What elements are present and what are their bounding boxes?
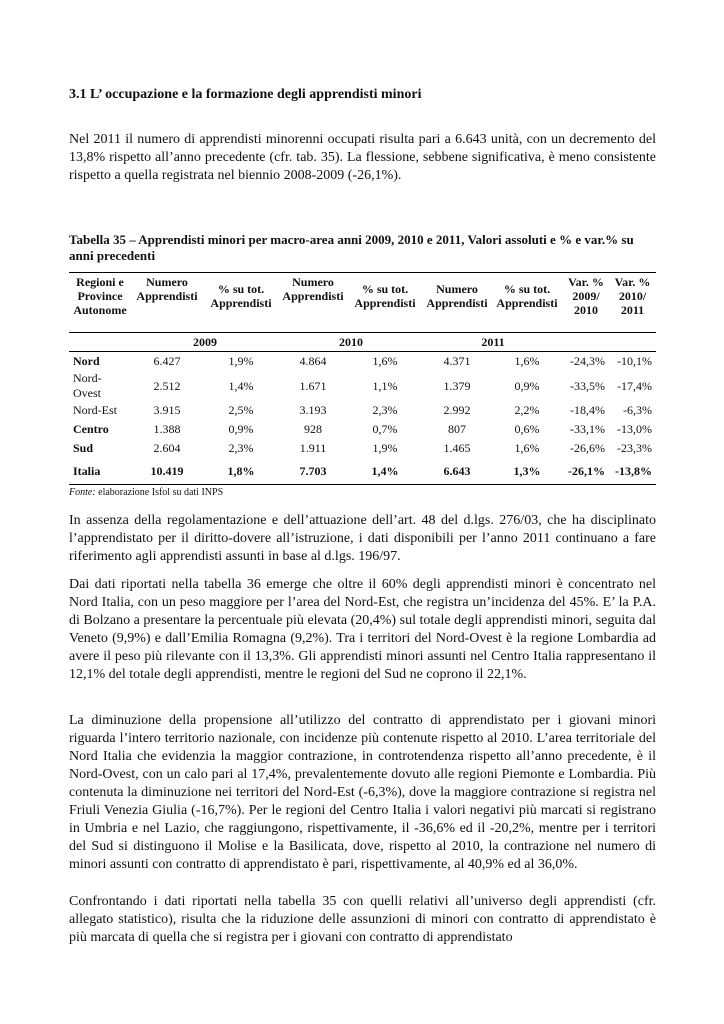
table-row: Nord-Est 3.915 2,5% 3.193 2,3% 2.992 2,2% -18,4% -6,3% xyxy=(73,403,652,417)
header-num-2011: Numero Apprendisti xyxy=(423,273,491,333)
header-region: Regioni e Province Autonome xyxy=(69,273,131,333)
table-source-note xyxy=(69,487,656,498)
header-num-2009: Numero Apprendisti xyxy=(131,273,203,333)
header-var-2009-2010: Var. % 2009/ 2010 xyxy=(563,273,609,333)
year-2009: 2009 xyxy=(131,333,279,352)
paragraph-4: La diminuzione della propensione all’utilizzo del contratto di apprendistato per i giovani minori riguarda l’intero territorio nazionale, con incidenze più contenute rispetto al 2010. L’area territoriale del Nord Italia che evidenzia la maggior contrazione, in controtendenza rispetto all’anno precedente, è il Nord-Ovest, con un calo pari al 17,4%, prevalentemente dovuto alle regioni Piemonte e Lombardia. Più contenuta la diminuzione nei territori del Nord-Est (-6,3%), dove la maggiore contrazione si registra nel Friuli Venezia Giulia (-16,7%). Per le regioni del Centro Italia i valori negativi più marcati si registrano in Umbria e nel Lazio, che raggiungono, rispettivamente, il -36,6% ed il -20,2%, mentre per i territori del Sud si distinguono il Molise e la Basilicata, dove, rispetto al 2010, la contrazione nel numero di minori assunti con contratto di apprendistato è pari, rispettivamente, al 40,9% ed al 36,0%. xyxy=(69,713,656,872)
year-2011: 2011 xyxy=(423,333,563,352)
paragraph-1: Nel 2011 il numero di apprendisti minorenni occupati risulta pari a 6.643 unità, con un decremento del 13,8% rispetto all’anno precedente (cfr. tab. 35). La flessione, sebbene significativa, è meno consistente rispetto a quella registrata nel biennio 2008-2009 (-26,1%). xyxy=(69,132,656,183)
table-row: Centro 1.388 0,9% 928 0,7% 807 0,6% -33,1% -13,0% xyxy=(73,422,652,436)
source-text: elaborazione Isfol su dati INPS xyxy=(95,487,224,498)
table-row-total: Italia 10.419 1,8% 7.703 1,4% 6.643 1,3% -26,1% -13,8% xyxy=(69,458,656,485)
paragraph-3: Dai dati riportati nella tabella 36 emerge che oltre il 60% degli apprendisti minori è concentrato nel Nord Italia, con un peso maggiore per l’area del Nord-Est, che registra un’incidenza del 45%. E’ la P.A. di Bolzano a presentare la percentuale più elevata (20,4%) sul totale degli apprendisti minori, seguita dal Veneto (9,9%) e dall’Emilia Romagna (9,2%). Tra i territori del Nord-Ovest è la regione Lombardia ad avere il peso più rilevante con il 13,3%. Gli apprendisti minori assunti nel Centro Italia rappresentano il 12,1% del totale degli apprendisti, mentre le regioni del Sud ne coprono il 22,1%. xyxy=(69,577,656,682)
header-pct-2011: % su tot. Apprendisti xyxy=(491,273,563,333)
table-row: Nord 6.427 1,9% 4.864 1,6% 4.371 1,6% -24,3% -10,1% xyxy=(73,354,652,368)
data-table xyxy=(69,272,656,498)
section-heading: 3.1 L’ occupazione e la formazione degli apprendisti minori xyxy=(69,87,422,102)
year-2010: 2010 xyxy=(279,333,423,352)
header-var-2010-2011: Var. % 2010/ 2011 xyxy=(609,273,656,333)
table-row: Sud 2.604 2,3% 1.911 1,9% 1.465 1,6% -26,6% -23,3% xyxy=(73,441,652,455)
paragraph-5: Confrontando i dati riportati nella tabella 35 con quelli relativi all’universo degli apprendisti (cfr. allegato statistico), risulta che la riduzione delle assunzioni di minori con contratto di apprendistato è più marcata di quella che si registra per i giovani con contratto di apprendistato xyxy=(69,894,656,945)
table-caption: Tabella 35 – Apprendisti minori per macro-area anni 2009, 2010 e 2011, Valori assoluti e % e var.% su anni precedenti xyxy=(69,232,634,263)
paragraph-2: In assenza della regolamentazione e dell’attuazione dell’art. 48 del d.lgs. 276/03, che ha disciplinato l’apprendistato per il diritto-dovere all’istruzione, i dati disponibili per l’anno 2011 continuano a fare riferimento agli apprendisti assunti in base al d.lgs. 196/97. xyxy=(69,513,656,564)
source-label: Fonte: xyxy=(69,487,96,498)
header-pct-2010: % su tot. Apprendisti xyxy=(347,273,423,333)
table-row: Nord-Ovest 2.512 1,4% 1.671 1,1% 1.379 0,9% -33,5% -17,4% xyxy=(73,371,652,400)
header-pct-2009: % su tot. Apprendisti xyxy=(203,273,279,333)
header-num-2010: Numero Apprendisti xyxy=(279,273,347,333)
